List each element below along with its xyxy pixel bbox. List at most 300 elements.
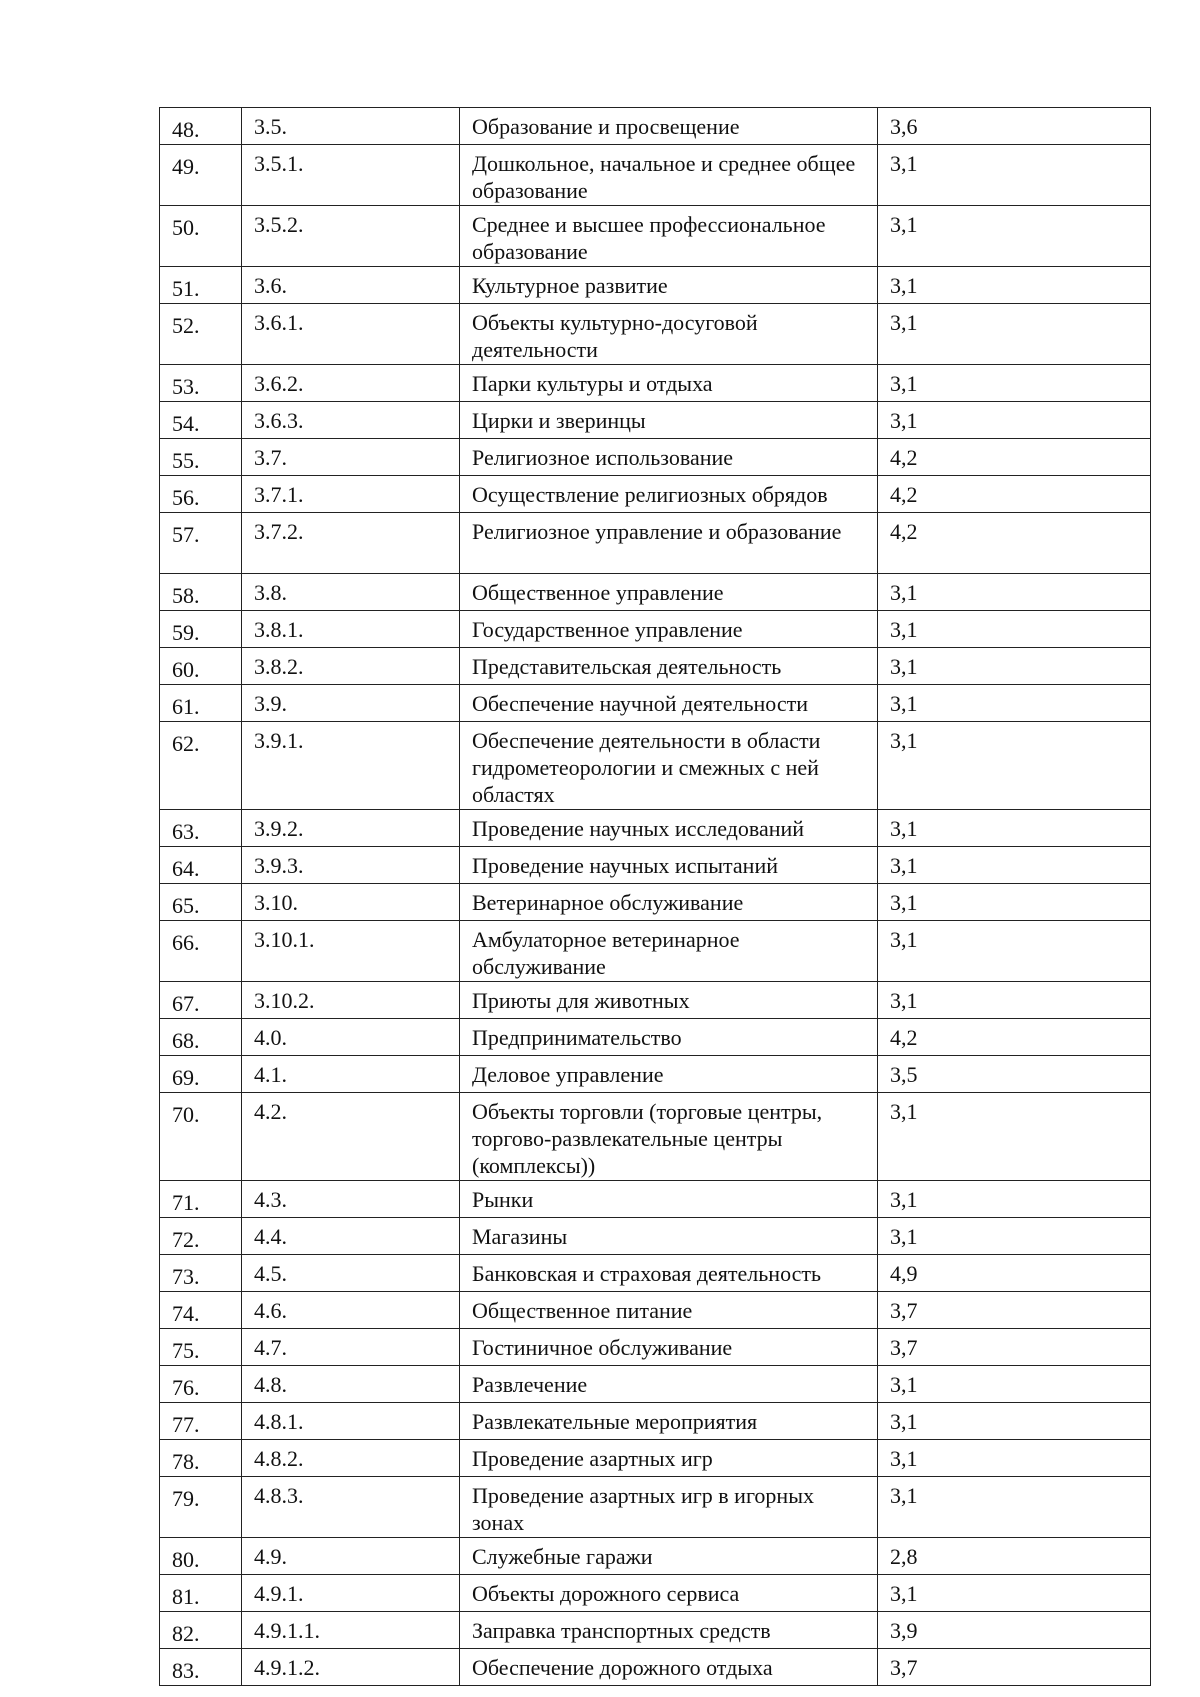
- code-text: 4.0.: [254, 1025, 287, 1050]
- code-cell: [242, 402, 460, 439]
- row-number-text: 69.: [172, 1065, 200, 1090]
- code-text: 3.8.: [254, 580, 287, 605]
- table-row: [160, 574, 1151, 611]
- value-text: 3,1: [890, 1409, 918, 1434]
- table-row: [160, 1329, 1151, 1366]
- value-text: 3,1: [890, 580, 918, 605]
- code-cell: [242, 611, 460, 648]
- use-name-cell: [460, 847, 878, 884]
- use-name-cell: [460, 365, 878, 402]
- value-cell: [878, 1329, 1151, 1366]
- use-name-text: Осуществление религиозных обрядов: [472, 482, 828, 507]
- table-row: [160, 1056, 1151, 1093]
- use-name-text: Проведение научных испытаний: [472, 853, 778, 878]
- value-cell: [878, 611, 1151, 648]
- row-number-text: 51.: [172, 276, 200, 301]
- use-name-cell: [460, 206, 878, 267]
- land-use-table: [159, 107, 1151, 1686]
- value-cell: [878, 1649, 1151, 1686]
- table-row: [160, 304, 1151, 365]
- table-row: [160, 1575, 1151, 1612]
- row-number-cell: [160, 267, 242, 304]
- value-cell: [878, 108, 1151, 145]
- row-number-text: 76.: [172, 1375, 200, 1400]
- row-number-cell: [160, 1649, 242, 1686]
- row-number-cell: [160, 1218, 242, 1255]
- table-row: [160, 648, 1151, 685]
- row-number-cell: [160, 722, 242, 810]
- use-name-cell: [460, 884, 878, 921]
- code-text: 3.6.3.: [254, 408, 304, 433]
- row-number-cell: [160, 921, 242, 982]
- value-text: 3,1: [890, 1187, 918, 1212]
- row-number-cell: [160, 1575, 242, 1612]
- code-cell: [242, 921, 460, 982]
- row-number-text: 68.: [172, 1028, 200, 1053]
- use-name-cell: [460, 1440, 878, 1477]
- code-cell: [242, 513, 460, 574]
- value-text: 3,1: [890, 617, 918, 642]
- value-cell: [878, 1538, 1151, 1575]
- use-name-text: Представительская деятельность: [472, 654, 782, 679]
- use-name-text: Ветеринарное обслуживание: [472, 890, 744, 915]
- code-text: 4.9.1.: [254, 1581, 304, 1606]
- code-text: 3.5.: [254, 114, 287, 139]
- value-cell: [878, 267, 1151, 304]
- row-number-cell: [160, 206, 242, 267]
- table-row: [160, 810, 1151, 847]
- use-name-text: Проведение азартных игр в игорных зонах: [472, 1483, 814, 1535]
- value-text: 3,5: [890, 1062, 918, 1087]
- row-number-cell: [160, 1329, 242, 1366]
- value-cell: [878, 1477, 1151, 1538]
- value-text: 3,1: [890, 1483, 918, 1508]
- use-name-cell: [460, 1093, 878, 1181]
- value-text: 4,2: [890, 482, 918, 507]
- row-number-cell: [160, 1292, 242, 1329]
- value-text: 4,9: [890, 1261, 918, 1286]
- use-name-text: Культурное развитие: [472, 273, 668, 298]
- code-cell: [242, 1538, 460, 1575]
- code-cell: [242, 476, 460, 513]
- row-number-cell: [160, 685, 242, 722]
- row-number-text: 54.: [172, 411, 200, 436]
- row-number-text: 59.: [172, 620, 200, 645]
- code-cell: [242, 1440, 460, 1477]
- table-row: [160, 1403, 1151, 1440]
- code-text: 4.8.1.: [254, 1409, 304, 1434]
- value-cell: [878, 1612, 1151, 1649]
- code-cell: [242, 685, 460, 722]
- row-number-text: 52.: [172, 313, 200, 338]
- value-text: 4,2: [890, 1025, 918, 1050]
- code-cell: [242, 1292, 460, 1329]
- use-name-cell: [460, 810, 878, 847]
- value-text: 3,1: [890, 654, 918, 679]
- code-cell: [242, 1181, 460, 1218]
- row-number-cell: [160, 476, 242, 513]
- table-row: [160, 1181, 1151, 1218]
- code-cell: [242, 847, 460, 884]
- row-number-text: 79.: [172, 1486, 200, 1511]
- code-text: 3.5.1.: [254, 151, 304, 176]
- code-cell: [242, 982, 460, 1019]
- table-row: [160, 439, 1151, 476]
- value-cell: [878, 1255, 1151, 1292]
- value-text: 3,1: [890, 1224, 918, 1249]
- value-cell: [878, 810, 1151, 847]
- table-row: [160, 1538, 1151, 1575]
- use-name-text: Предпринимательство: [472, 1025, 682, 1050]
- code-text: 4.1.: [254, 1062, 287, 1087]
- use-name-text: Объекты культурно-досуговой деятельности: [472, 310, 758, 362]
- value-text: 3,1: [890, 1581, 918, 1606]
- row-number-text: 62.: [172, 731, 200, 756]
- row-number-cell: [160, 365, 242, 402]
- table-row: [160, 884, 1151, 921]
- value-text: 3,6: [890, 114, 918, 139]
- row-number-cell: [160, 1440, 242, 1477]
- row-number-cell: [160, 1477, 242, 1538]
- use-name-cell: [460, 145, 878, 206]
- table-row: [160, 1612, 1151, 1649]
- code-cell: [242, 1366, 460, 1403]
- code-text: 3.9.3.: [254, 853, 304, 878]
- code-text: 4.2.: [254, 1099, 287, 1124]
- value-cell: [878, 1366, 1151, 1403]
- value-cell: [878, 847, 1151, 884]
- code-text: 3.9.2.: [254, 816, 304, 841]
- value-text: 3,1: [890, 988, 918, 1013]
- use-name-cell: [460, 1255, 878, 1292]
- value-cell: [878, 206, 1151, 267]
- row-number-text: 67.: [172, 991, 200, 1016]
- table-row: [160, 206, 1151, 267]
- row-number-text: 71.: [172, 1190, 200, 1215]
- code-text: 3.8.1.: [254, 617, 304, 642]
- code-text: 3.6.: [254, 273, 287, 298]
- value-cell: [878, 1019, 1151, 1056]
- use-name-text: Развлечение: [472, 1372, 588, 1397]
- value-text: 2,8: [890, 1544, 918, 1569]
- use-name-text: Магазины: [472, 1224, 568, 1249]
- table-row: [160, 145, 1151, 206]
- use-name-cell: [460, 1181, 878, 1218]
- value-text: 3,1: [890, 1446, 918, 1471]
- code-text: 3.6.2.: [254, 371, 304, 396]
- table-row: [160, 365, 1151, 402]
- value-cell: [878, 1575, 1151, 1612]
- use-name-text: Банковская и страховая деятельность: [472, 1261, 822, 1286]
- use-name-text: Общественное питание: [472, 1298, 693, 1323]
- value-text: 3,7: [890, 1655, 918, 1680]
- table-row: [160, 1649, 1151, 1686]
- row-number-cell: [160, 402, 242, 439]
- value-cell: [878, 648, 1151, 685]
- value-cell: [878, 1181, 1151, 1218]
- value-cell: [878, 884, 1151, 921]
- table-row: [160, 1093, 1151, 1181]
- use-name-cell: [460, 439, 878, 476]
- value-text: 3,1: [890, 1099, 918, 1124]
- code-cell: [242, 1019, 460, 1056]
- row-number-cell: [160, 1403, 242, 1440]
- row-number-text: 63.: [172, 819, 200, 844]
- value-cell: [878, 685, 1151, 722]
- code-text: 4.9.1.2.: [254, 1655, 320, 1680]
- use-name-cell: [460, 402, 878, 439]
- row-number-cell: [160, 1255, 242, 1292]
- row-number-cell: [160, 1366, 242, 1403]
- code-text: 4.3.: [254, 1187, 287, 1212]
- value-text: 3,1: [890, 890, 918, 915]
- use-name-cell: [460, 1575, 878, 1612]
- use-name-cell: [460, 1292, 878, 1329]
- use-name-cell: [460, 1612, 878, 1649]
- value-cell: [878, 574, 1151, 611]
- code-cell: [242, 108, 460, 145]
- code-cell: [242, 574, 460, 611]
- value-cell: [878, 1440, 1151, 1477]
- table-row: [160, 982, 1151, 1019]
- use-name-cell: [460, 685, 878, 722]
- code-text: 4.7.: [254, 1335, 287, 1360]
- code-cell: [242, 648, 460, 685]
- code-cell: [242, 145, 460, 206]
- code-text: 3.5.2.: [254, 212, 304, 237]
- use-name-cell: [460, 722, 878, 810]
- value-text: 3,1: [890, 408, 918, 433]
- value-text: 3,1: [890, 691, 918, 716]
- code-cell: [242, 206, 460, 267]
- value-cell: [878, 439, 1151, 476]
- code-cell: [242, 1255, 460, 1292]
- row-number-text: 80.: [172, 1547, 200, 1572]
- row-number-text: 70.: [172, 1102, 200, 1127]
- value-text: 3,7: [890, 1298, 918, 1323]
- table-row: [160, 1218, 1151, 1255]
- value-text: 3,1: [890, 816, 918, 841]
- use-name-cell: [460, 982, 878, 1019]
- table-row: [160, 1440, 1151, 1477]
- row-number-text: 83.: [172, 1658, 200, 1683]
- code-cell: [242, 1329, 460, 1366]
- value-text: 3,1: [890, 212, 918, 237]
- row-number-text: 55.: [172, 448, 200, 473]
- use-name-text: Обеспечение научной деятельности: [472, 691, 808, 716]
- row-number-text: 60.: [172, 657, 200, 682]
- row-number-cell: [160, 439, 242, 476]
- value-cell: [878, 1292, 1151, 1329]
- use-name-text: Заправка транспортных средств: [472, 1618, 771, 1643]
- table-row: [160, 921, 1151, 982]
- use-name-cell: [460, 304, 878, 365]
- row-number-text: 81.: [172, 1584, 200, 1609]
- code-text: 4.8.: [254, 1372, 287, 1397]
- value-cell: [878, 304, 1151, 365]
- row-number-text: 66.: [172, 930, 200, 955]
- row-number-text: 64.: [172, 856, 200, 881]
- value-cell: [878, 1218, 1151, 1255]
- row-number-text: 74.: [172, 1301, 200, 1326]
- use-name-text: Религиозное управление и образование: [472, 519, 842, 544]
- code-cell: [242, 1056, 460, 1093]
- value-text: 4,2: [890, 445, 918, 470]
- code-cell: [242, 810, 460, 847]
- use-name-text: Объекты дорожного сервиса: [472, 1581, 740, 1606]
- code-cell: [242, 1403, 460, 1440]
- code-text: 3.10.: [254, 890, 298, 915]
- row-number-text: 56.: [172, 485, 200, 510]
- row-number-text: 72.: [172, 1227, 200, 1252]
- code-text: 4.8.3.: [254, 1483, 304, 1508]
- code-cell: [242, 267, 460, 304]
- row-number-cell: [160, 1612, 242, 1649]
- value-cell: [878, 476, 1151, 513]
- code-cell: [242, 722, 460, 810]
- code-cell: [242, 884, 460, 921]
- use-name-text: Служебные гаражи: [472, 1544, 653, 1569]
- table-row: [160, 1019, 1151, 1056]
- use-name-text: Образование и просвещение: [472, 114, 740, 139]
- table-row: [160, 611, 1151, 648]
- code-cell: [242, 365, 460, 402]
- table-row: [160, 108, 1151, 145]
- value-text: 3,7: [890, 1335, 918, 1360]
- use-name-cell: [460, 1366, 878, 1403]
- value-text: 3,1: [890, 371, 918, 396]
- row-number-cell: [160, 1181, 242, 1218]
- value-cell: [878, 513, 1151, 574]
- value-text: 4,2: [890, 519, 918, 544]
- code-text: 3.9.1.: [254, 728, 304, 753]
- value-cell: [878, 722, 1151, 810]
- row-number-text: 82.: [172, 1621, 200, 1646]
- use-name-text: Среднее и высшее профессиональное образование: [472, 212, 826, 264]
- code-cell: [242, 304, 460, 365]
- use-name-text: Обеспечение дорожного отдыха: [472, 1655, 773, 1680]
- row-number-cell: [160, 145, 242, 206]
- value-cell: [878, 402, 1151, 439]
- code-cell: [242, 1218, 460, 1255]
- row-number-text: 58.: [172, 583, 200, 608]
- row-number-text: 50.: [172, 215, 200, 240]
- use-name-text: Деловое управление: [472, 1062, 664, 1087]
- code-text: 3.8.2.: [254, 654, 304, 679]
- row-number-cell: [160, 1056, 242, 1093]
- value-text: 3,1: [890, 310, 918, 335]
- code-cell: [242, 1612, 460, 1649]
- table-row: [160, 402, 1151, 439]
- use-name-cell: [460, 1403, 878, 1440]
- row-number-cell: [160, 810, 242, 847]
- value-cell: [878, 1093, 1151, 1181]
- value-text: 3,1: [890, 853, 918, 878]
- use-name-cell: [460, 648, 878, 685]
- value-cell: [878, 145, 1151, 206]
- code-cell: [242, 1477, 460, 1538]
- use-name-cell: [460, 1218, 878, 1255]
- table-body: [160, 108, 1151, 1686]
- value-text: 3,9: [890, 1618, 918, 1643]
- use-name-text: Проведение научных исследований: [472, 816, 805, 841]
- row-number-cell: [160, 648, 242, 685]
- code-text: 4.9.1.1.: [254, 1618, 320, 1643]
- code-cell: [242, 1093, 460, 1181]
- use-name-text: Амбулаторное ветеринарное обслуживание: [472, 927, 740, 979]
- row-number-cell: [160, 611, 242, 648]
- code-text: 3.7.1.: [254, 482, 304, 507]
- table-row: [160, 1366, 1151, 1403]
- value-cell: [878, 1403, 1151, 1440]
- use-name-text: Государственное управление: [472, 617, 743, 642]
- code-text: 4.4.: [254, 1224, 287, 1249]
- use-name-cell: [460, 513, 878, 574]
- code-text: 3.6.1.: [254, 310, 304, 335]
- use-name-cell: [460, 574, 878, 611]
- row-number-text: 77.: [172, 1412, 200, 1437]
- table-row: [160, 1477, 1151, 1538]
- use-name-text: Проведение азартных игр: [472, 1446, 713, 1471]
- row-number-text: 48.: [172, 117, 200, 142]
- row-number-text: 65.: [172, 893, 200, 918]
- value-cell: [878, 982, 1151, 1019]
- row-number-cell: [160, 1538, 242, 1575]
- use-name-cell: [460, 476, 878, 513]
- use-name-text: Развлекательные мероприятия: [472, 1409, 758, 1434]
- row-number-cell: [160, 304, 242, 365]
- row-number-text: 49.: [172, 154, 200, 179]
- use-name-text: Обеспечение деятельности в области гидрометеорологии и смежных с ней областях: [472, 728, 821, 807]
- value-cell: [878, 365, 1151, 402]
- row-number-text: 53.: [172, 374, 200, 399]
- row-number-text: 61.: [172, 694, 200, 719]
- value-text: 3,1: [890, 1372, 918, 1397]
- value-cell: [878, 1056, 1151, 1093]
- code-cell: [242, 1649, 460, 1686]
- row-number-cell: [160, 982, 242, 1019]
- use-name-text: Общественное управление: [472, 580, 724, 605]
- use-name-cell: [460, 267, 878, 304]
- code-text: 4.8.2.: [254, 1446, 304, 1471]
- use-name-text: Парки культуры и отдыха: [472, 371, 713, 396]
- value-text: 3,1: [890, 927, 918, 952]
- use-name-text: Дошкольное, начальное и среднее общее образование: [472, 151, 856, 203]
- value-text: 3,1: [890, 151, 918, 176]
- row-number-text: 78.: [172, 1449, 200, 1474]
- code-text: 3.10.2.: [254, 988, 315, 1013]
- value-cell: [878, 921, 1151, 982]
- code-cell: [242, 439, 460, 476]
- code-text: 4.9.: [254, 1544, 287, 1569]
- row-number-text: 73.: [172, 1264, 200, 1289]
- use-name-cell: [460, 1019, 878, 1056]
- table-row: [160, 685, 1151, 722]
- use-name-cell: [460, 611, 878, 648]
- table-row: [160, 722, 1151, 810]
- code-text: 4.5.: [254, 1261, 287, 1286]
- code-text: 4.6.: [254, 1298, 287, 1323]
- code-text: 3.9.: [254, 691, 287, 716]
- use-name-cell: [460, 1477, 878, 1538]
- table-row: [160, 267, 1151, 304]
- use-name-cell: [460, 108, 878, 145]
- use-name-cell: [460, 1649, 878, 1686]
- use-name-cell: [460, 1538, 878, 1575]
- row-number-cell: [160, 513, 242, 574]
- row-number-cell: [160, 847, 242, 884]
- use-name-text: Рынки: [472, 1187, 534, 1212]
